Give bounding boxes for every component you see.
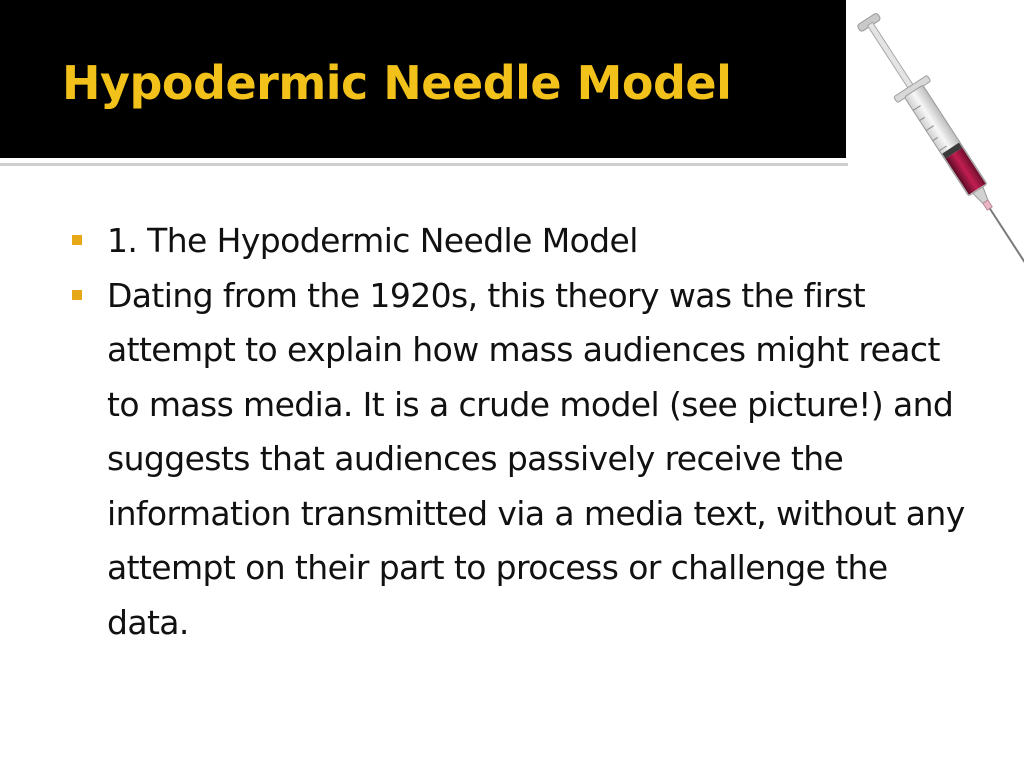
title-divider: [0, 163, 848, 166]
bullet-text: 1. The Hypodermic Needle Model: [107, 221, 638, 260]
list-item: [72, 269, 972, 651]
bullet-list: [72, 214, 972, 650]
bullet-marker: [72, 235, 82, 245]
slide-title: Hypodermic Needle Model: [62, 56, 732, 110]
title-bar: [0, 0, 846, 158]
bullet-marker: [72, 290, 82, 300]
bullet-text: Dating from the 1920s, this theory was the first attempt to explain how mass audiences might react to mass media. It is a crude model (see picture!) and suggests that audiences passively receive the information transmitted via a media text, without any attempt on their part to process or challenge the data.: [107, 275, 965, 642]
list-item: [72, 214, 972, 269]
